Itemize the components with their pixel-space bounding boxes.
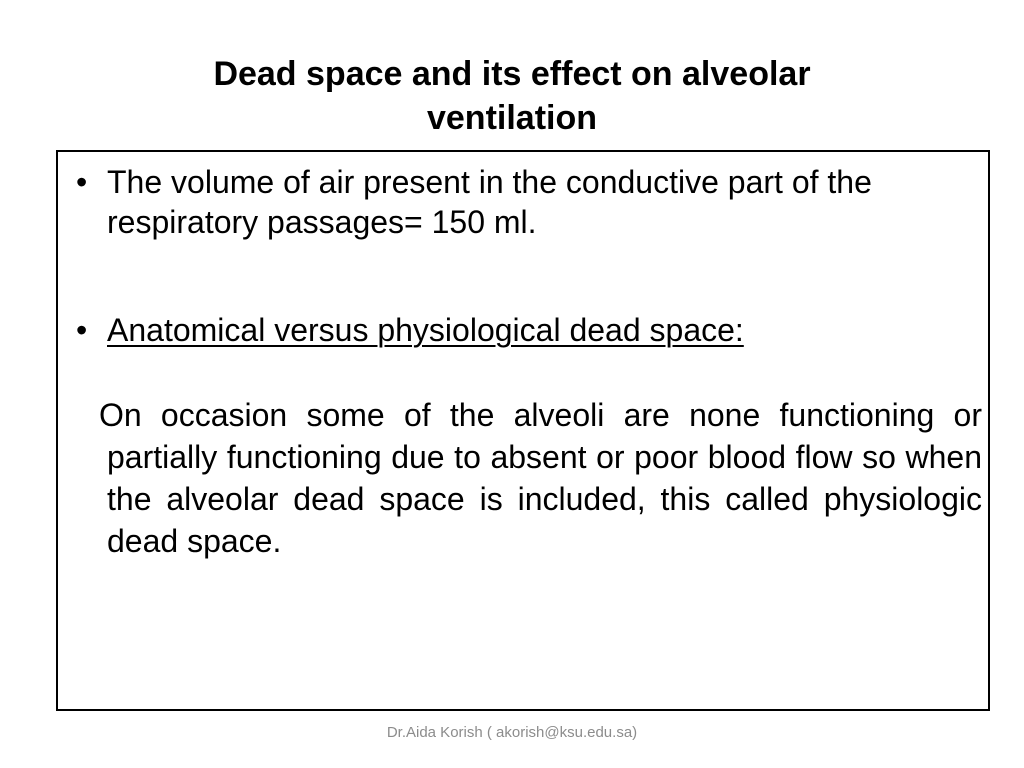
footer-credit: Dr.Aida Korish ( akorish@ksu.edu.sa): [386, 724, 638, 741]
content-box: [56, 150, 990, 711]
body-paragraph: On occasion some of the alveoli are none functioning or partially functioning due to absent or poor blood flow so when the alveolar dead space is included, this called physiologic dead space.: [99, 397, 982, 559]
bullet-marker: •: [76, 312, 88, 348]
bullet-marker: •: [76, 164, 88, 200]
subheading-text: Anatomical versus physiological dead space:: [107, 312, 744, 348]
bullet-text: The volume of air present in the conductive part of the respiratory passages= 150 ml.: [107, 164, 872, 240]
slide-title: Dead space and its effect on alveolar ventilation: [213, 55, 811, 137]
